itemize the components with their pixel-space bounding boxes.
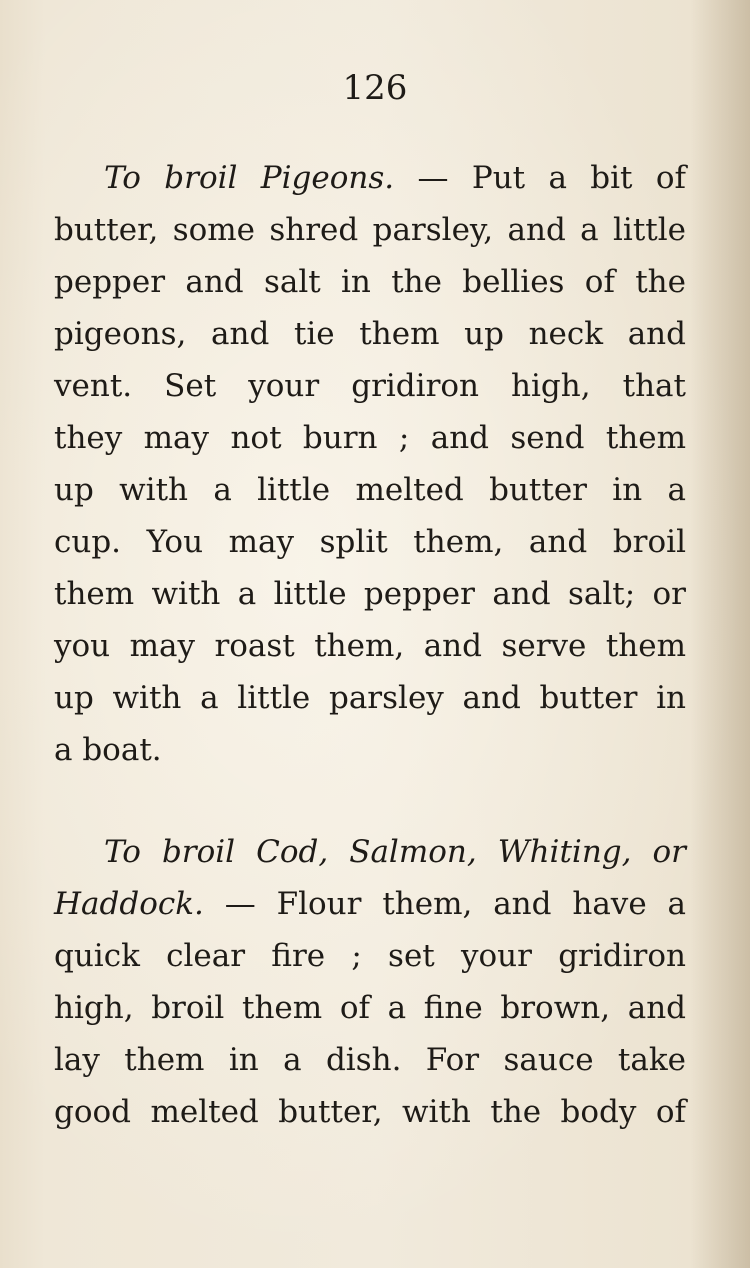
recipe-title: To broil Cod, Salmon, Whiting, or [104, 834, 686, 870]
recipe-first-line [54, 152, 686, 204]
page-edge-shadow [690, 0, 750, 1268]
text-line: good melted butter, with the body of [54, 1094, 686, 1130]
recipe-pigeons [54, 152, 686, 776]
recipe-text-start: — Flour them, and have a [203, 886, 686, 922]
text-line: butter, some shred parsley, and a little [54, 212, 686, 248]
text-line: high, broil them of a fine brown, and [54, 990, 686, 1026]
text-line: cup. You may split them, and broil [54, 524, 686, 560]
text-line: pigeons, and tie them up neck and [54, 316, 686, 352]
recipe-title: To broil Pigeons. [104, 160, 395, 196]
text-line: up with a little parsley and butter in [54, 680, 686, 716]
recipe-fish [54, 826, 686, 1138]
page-number: 126 [342, 68, 408, 108]
text-line: you may roast them, and serve them [54, 628, 686, 664]
text-line: lay them in a dish. For sauce take [54, 1042, 686, 1078]
recipe-text-start: — Put a bit of [394, 160, 686, 196]
recipe-title-continued: Haddock. [54, 886, 204, 922]
text-line: them with a little pepper and salt; or [54, 576, 686, 612]
text-line: up with a little melted butter in a [54, 472, 686, 508]
recipe-second-line [54, 878, 686, 930]
text-line: pepper and salt in the bellies of the [54, 264, 686, 300]
text-line: quick clear fire ; set your gridiron [54, 938, 686, 974]
text-line: a boat. [54, 732, 162, 768]
text-line: vent. Set your gridiron high, that [54, 368, 686, 404]
text-line: they may not burn ; and send them [54, 420, 686, 456]
